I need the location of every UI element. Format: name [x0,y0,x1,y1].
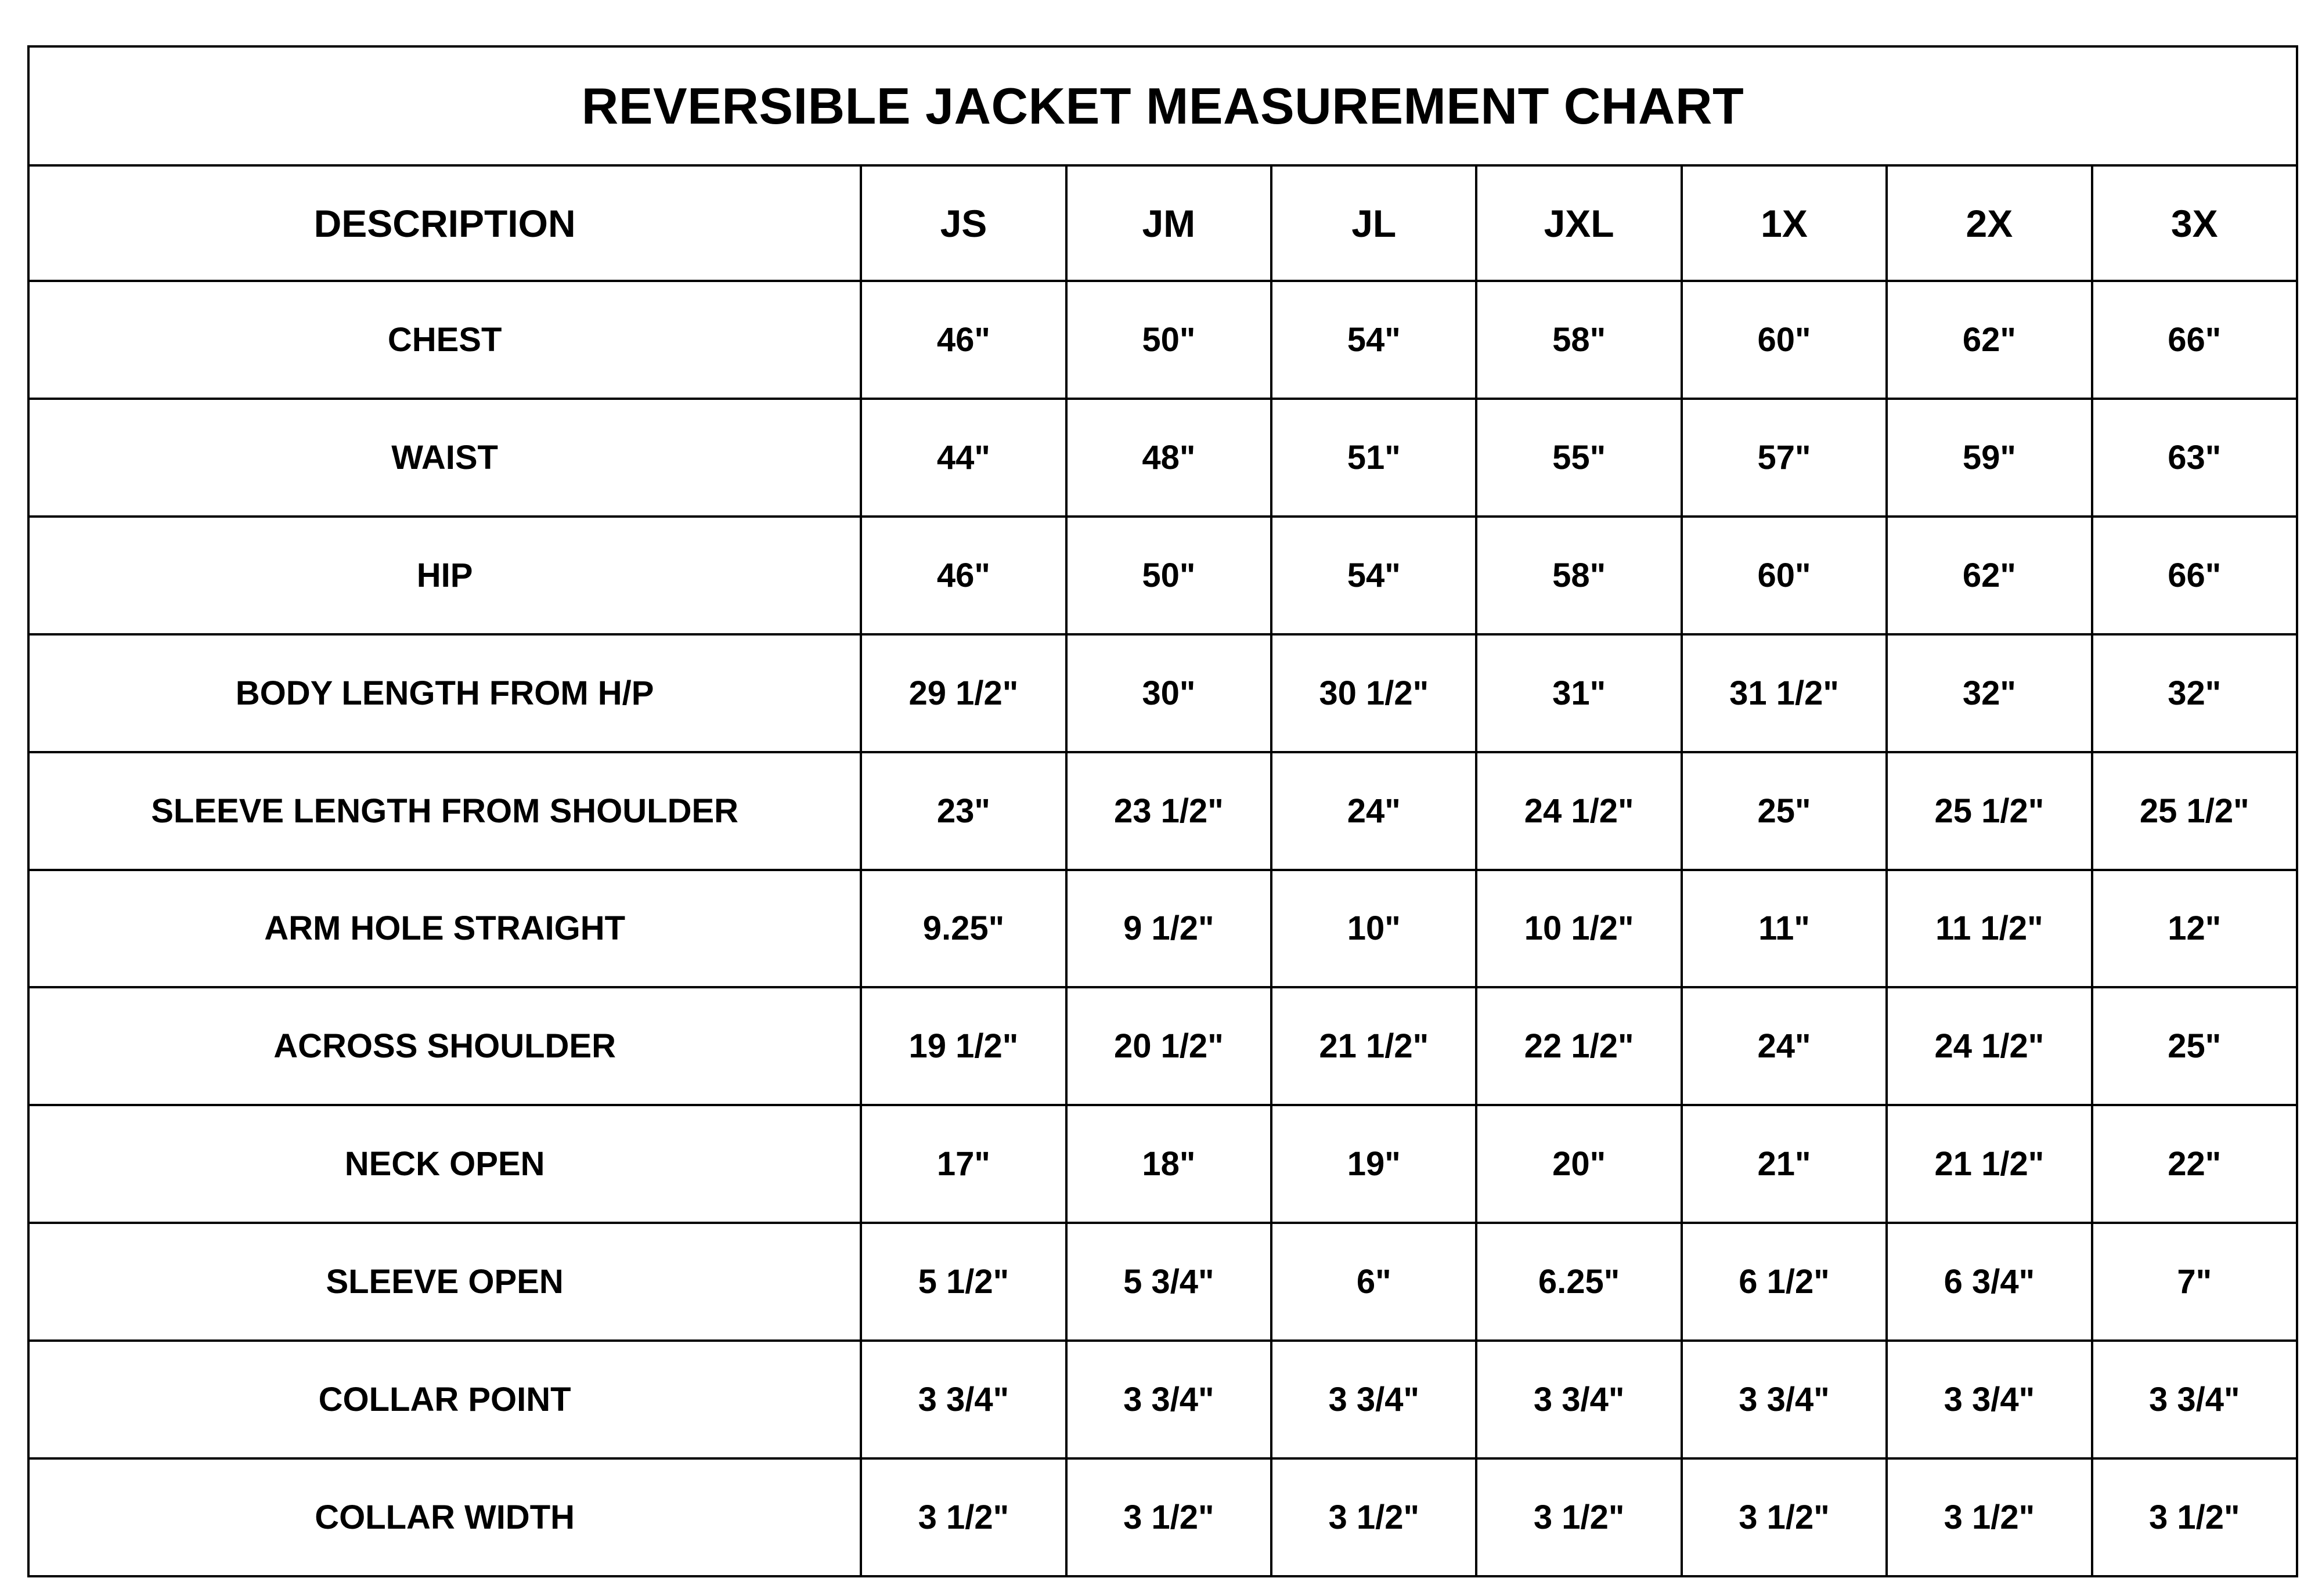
row-label-sleeve-open: SLEEVE OPEN [28,1223,861,1341]
measurement-cell-waist-jxl: 55" [1476,399,1681,517]
measurement-cell-arm-hole-straight-js: 9.25" [861,870,1066,988]
measurement-cell-collar-width-jm: 3 1/2" [1066,1458,1271,1576]
measurement-cell-sleeve-open-jm: 5 3/4" [1066,1223,1271,1341]
measurement-cell-chest-3x: 66" [2092,281,2297,399]
measurement-cell-sleeve-length-from-shoulder-jxl: 24 1/2" [1476,752,1681,870]
row-label-body-length-from-h-p: BODY LENGTH FROM H/P [28,634,861,752]
table-body [28,281,2297,1576]
table-row-collar-width [28,1458,2297,1576]
measurement-cell-body-length-from-h-p-jm: 30" [1066,634,1271,752]
measurement-cell-hip-jxl: 58" [1476,517,1681,634]
measurement-cell-arm-hole-straight-2x: 11 1/2" [1887,870,2092,988]
measurement-cell-waist-3x: 63" [2092,399,2297,517]
row-label-hip: HIP [28,517,861,634]
measurement-cell-arm-hole-straight-3x: 12" [2092,870,2297,988]
measurement-cell-waist-jm: 48" [1066,399,1271,517]
measurement-cell-hip-2x: 62" [1887,517,2092,634]
measurement-cell-chest-js: 46" [861,281,1066,399]
measurement-cell-collar-point-jl: 3 3/4" [1271,1341,1476,1458]
row-label-sleeve-length-from-shoulder: SLEEVE LENGTH FROM SHOULDER [28,752,861,870]
table-row-sleeve-length-from-shoulder [28,752,2297,870]
measurement-cell-waist-js: 44" [861,399,1066,517]
size-column-header-jl: JL [1271,165,1476,281]
measurement-cell-sleeve-length-from-shoulder-3x: 25 1/2" [2092,752,2297,870]
row-label-collar-width: COLLAR WIDTH [28,1458,861,1576]
description-column-header: DESCRIPTION [28,165,861,281]
measurement-cell-collar-point-2x: 3 3/4" [1887,1341,2092,1458]
measurement-cell-neck-open-1x: 21" [1682,1105,1887,1223]
measurement-cell-arm-hole-straight-jm: 9 1/2" [1066,870,1271,988]
measurement-cell-across-shoulder-jl: 21 1/2" [1271,987,1476,1105]
measurement-cell-sleeve-open-jxl: 6.25" [1476,1223,1681,1341]
measurement-cell-hip-js: 46" [861,517,1066,634]
measurement-cell-across-shoulder-2x: 24 1/2" [1887,987,2092,1105]
table-row-sleeve-open [28,1223,2297,1341]
measurement-cell-neck-open-3x: 22" [2092,1105,2297,1223]
row-label-collar-point: COLLAR POINT [28,1341,861,1458]
measurement-cell-hip-1x: 60" [1682,517,1887,634]
measurement-cell-across-shoulder-js: 19 1/2" [861,987,1066,1105]
measurement-cell-arm-hole-straight-jl: 10" [1271,870,1476,988]
measurement-cell-across-shoulder-jm: 20 1/2" [1066,987,1271,1105]
measurement-cell-across-shoulder-1x: 24" [1682,987,1887,1105]
measurement-cell-across-shoulder-jxl: 22 1/2" [1476,987,1681,1105]
measurement-cell-sleeve-open-2x: 6 3/4" [1887,1223,2092,1341]
size-column-header-1x: 1X [1682,165,1887,281]
measurement-cell-across-shoulder-3x: 25" [2092,987,2297,1105]
table-row-chest [28,281,2297,399]
measurement-cell-collar-point-jm: 3 3/4" [1066,1341,1271,1458]
size-column-header-3x: 3X [2092,165,2297,281]
table-row-neck-open [28,1105,2297,1223]
measurement-cell-body-length-from-h-p-jl: 30 1/2" [1271,634,1476,752]
measurement-cell-sleeve-length-from-shoulder-1x: 25" [1682,752,1887,870]
measurement-cell-collar-width-jl: 3 1/2" [1271,1458,1476,1576]
measurement-cell-collar-width-js: 3 1/2" [861,1458,1066,1576]
title-row [28,46,2297,165]
measurement-cell-sleeve-open-1x: 6 1/2" [1682,1223,1887,1341]
measurement-cell-sleeve-length-from-shoulder-2x: 25 1/2" [1887,752,2092,870]
measurement-cell-neck-open-2x: 21 1/2" [1887,1105,2092,1223]
measurement-cell-collar-width-1x: 3 1/2" [1682,1458,1887,1576]
table-row-collar-point [28,1341,2297,1458]
measurement-cell-waist-1x: 57" [1682,399,1887,517]
measurement-cell-body-length-from-h-p-js: 29 1/2" [861,634,1066,752]
size-column-header-jm: JM [1066,165,1271,281]
table-row-arm-hole-straight [28,870,2297,988]
row-label-across-shoulder: ACROSS SHOULDER [28,987,861,1105]
chart-title: REVERSIBLE JACKET MEASUREMENT CHART [28,46,2297,165]
measurement-cell-sleeve-length-from-shoulder-jm: 23 1/2" [1066,752,1271,870]
measurement-cell-chest-jl: 54" [1271,281,1476,399]
measurement-cell-chest-1x: 60" [1682,281,1887,399]
measurement-cell-sleeve-open-3x: 7" [2092,1223,2297,1341]
table-row-across-shoulder [28,987,2297,1105]
row-label-neck-open: NECK OPEN [28,1105,861,1223]
row-label-arm-hole-straight: ARM HOLE STRAIGHT [28,870,861,988]
measurement-cell-collar-point-js: 3 3/4" [861,1341,1066,1458]
measurement-cell-collar-point-1x: 3 3/4" [1682,1341,1887,1458]
measurement-cell-collar-width-jxl: 3 1/2" [1476,1458,1681,1576]
measurement-cell-neck-open-jl: 19" [1271,1105,1476,1223]
column-header-row [28,165,2297,281]
measurement-cell-collar-width-3x: 3 1/2" [2092,1458,2297,1576]
measurement-cell-sleeve-open-jl: 6" [1271,1223,1476,1341]
measurement-cell-collar-width-2x: 3 1/2" [1887,1458,2092,1576]
size-column-header-2x: 2X [1887,165,2092,281]
size-column-header-jxl: JXL [1476,165,1681,281]
table-row-body-length-from-h-p [28,634,2297,752]
measurement-cell-body-length-from-h-p-jxl: 31" [1476,634,1681,752]
measurement-cell-neck-open-jxl: 20" [1476,1105,1681,1223]
measurement-cell-waist-jl: 51" [1271,399,1476,517]
measurement-cell-neck-open-js: 17" [861,1105,1066,1223]
measurement-cell-body-length-from-h-p-3x: 32" [2092,634,2297,752]
measurement-cell-arm-hole-straight-jxl: 10 1/2" [1476,870,1681,988]
table-row-hip [28,517,2297,634]
row-label-chest: CHEST [28,281,861,399]
measurement-cell-body-length-from-h-p-1x: 31 1/2" [1682,634,1887,752]
measurement-cell-collar-point-3x: 3 3/4" [2092,1341,2297,1458]
table-head [28,46,2297,281]
measurement-cell-neck-open-jm: 18" [1066,1105,1271,1223]
measurement-cell-chest-jm: 50" [1066,281,1271,399]
measurement-cell-collar-point-jxl: 3 3/4" [1476,1341,1681,1458]
measurement-cell-sleeve-open-js: 5 1/2" [861,1223,1066,1341]
measurement-cell-hip-jm: 50" [1066,517,1271,634]
measurement-cell-body-length-from-h-p-2x: 32" [1887,634,2092,752]
size-column-header-js: JS [861,165,1066,281]
measurement-cell-sleeve-length-from-shoulder-jl: 24" [1271,752,1476,870]
measurement-table [27,45,2298,1577]
measurement-cell-sleeve-length-from-shoulder-js: 23" [861,752,1066,870]
measurement-cell-chest-2x: 62" [1887,281,2092,399]
table-row-waist [28,399,2297,517]
measurement-cell-chest-jxl: 58" [1476,281,1681,399]
measurement-cell-arm-hole-straight-1x: 11" [1682,870,1887,988]
row-label-waist: WAIST [28,399,861,517]
measurement-cell-waist-2x: 59" [1887,399,2092,517]
measurement-cell-hip-jl: 54" [1271,517,1476,634]
measurement-cell-hip-3x: 66" [2092,517,2297,634]
